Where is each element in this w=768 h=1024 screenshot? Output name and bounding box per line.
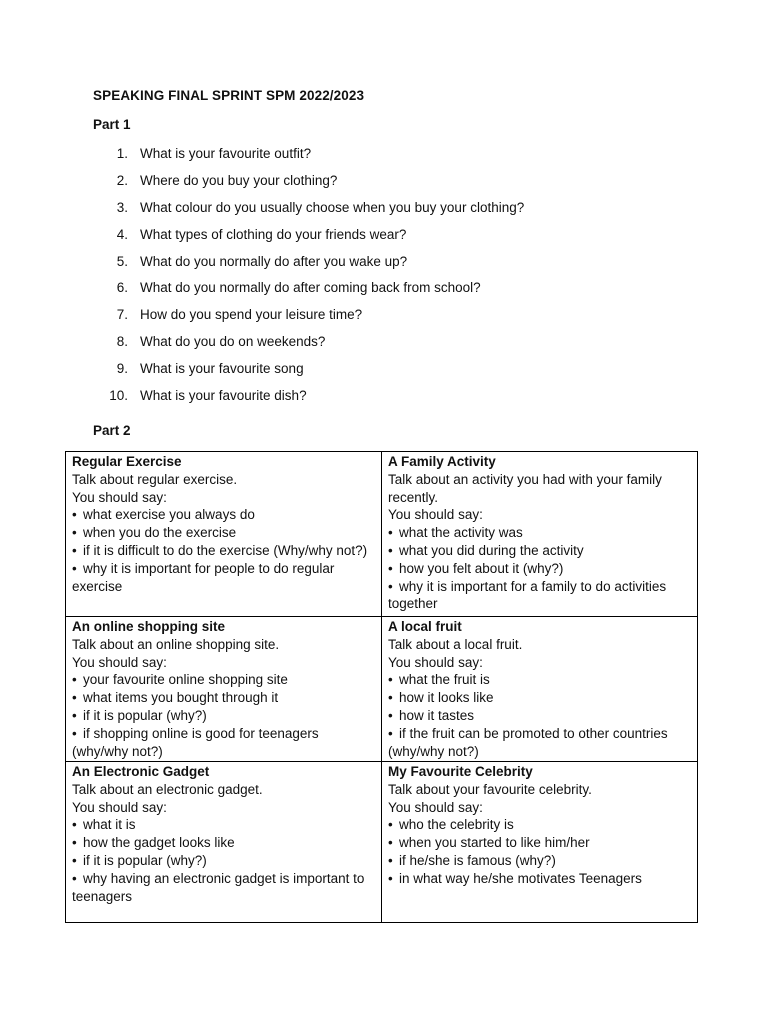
bullet-text: your favourite online shopping site xyxy=(83,672,288,688)
bullet-icon: • xyxy=(388,578,393,594)
topic-card-intro: Talk about an electronic gadget. xyxy=(72,781,263,797)
bullet-icon: • xyxy=(72,690,77,706)
bullet-icon: • xyxy=(72,507,77,523)
table-row xyxy=(66,762,698,923)
topic-card-bullet xyxy=(388,870,691,888)
topic-card-intro: Talk about regular exercise. xyxy=(72,471,238,487)
topic-card-regular-exercise xyxy=(66,452,382,617)
topic-card-bullet xyxy=(72,834,375,852)
bullet-text: if it is difficult to do the exercise (Why/why not?) xyxy=(83,542,368,558)
topic-card-electronic-gadget xyxy=(66,762,382,923)
topic-card-bullet xyxy=(72,524,375,542)
topic-card-bullet xyxy=(72,506,375,524)
bullet-text: if shopping online is good for teenagers (why/why not?) xyxy=(72,725,319,759)
question-number: 10. xyxy=(109,388,128,404)
bullet-text: if the fruit can be promoted to other countries (why/why not?) xyxy=(388,725,668,759)
topic-card-bullet xyxy=(72,671,375,689)
bullet-text: when you do the exercise xyxy=(83,525,237,541)
bullet-icon: • xyxy=(388,560,393,576)
topic-card-bullet xyxy=(72,870,375,906)
topic-card-favourite-celebrity xyxy=(382,762,698,923)
bullet-icon: • xyxy=(72,707,77,723)
topic-card-bullet xyxy=(388,816,691,834)
bullet-text: in what way he/she motivates Teenagers xyxy=(399,870,642,886)
bullet-icon: • xyxy=(72,560,77,576)
bullet-text: how it looks like xyxy=(399,690,494,706)
bullet-text: what the fruit is xyxy=(399,672,490,688)
bullet-icon: • xyxy=(72,835,77,851)
bullet-icon: • xyxy=(72,525,77,541)
bullet-text: why it is important for people to do regular exercise xyxy=(72,560,335,594)
bullet-text: when you started to like him/her xyxy=(399,835,590,851)
question-text: How do you spend your leisure time? xyxy=(140,307,363,323)
question-number: 1. xyxy=(116,146,128,161)
bullet-icon: • xyxy=(388,672,393,688)
topic-card-bullet xyxy=(72,852,375,870)
question-text: Where do you buy your clothing? xyxy=(140,172,338,188)
question-number: 9. xyxy=(116,361,128,377)
bullet-text: if it is popular (why?) xyxy=(83,707,207,723)
topic-card-bullet xyxy=(72,707,375,725)
topic-card-title: My Favourite Celebrity xyxy=(388,764,533,779)
bullet-text: what items you bought through it xyxy=(83,690,279,706)
bullet-text: how you felt about it (why?) xyxy=(399,560,564,576)
bullet-text: what it is xyxy=(83,817,136,833)
bullet-text: what you did during the activity xyxy=(399,542,584,558)
question-number: 7. xyxy=(116,307,128,323)
topic-card-prompt: You should say: xyxy=(72,654,167,670)
topic-card-bullet xyxy=(388,542,691,560)
bullet-icon: • xyxy=(388,835,393,851)
bullet-text: why having an electronic gadget is important to teenagers xyxy=(72,870,365,904)
bullet-icon: • xyxy=(72,870,77,886)
question-text: What do you normally do after coming back from school? xyxy=(140,280,481,296)
topic-card-bullet xyxy=(388,560,691,578)
topic-card-local-fruit xyxy=(382,617,698,762)
bullet-icon: • xyxy=(388,870,393,886)
topic-card-prompt: You should say: xyxy=(72,489,167,505)
topic-card-title: Regular Exercise xyxy=(72,454,182,469)
topic-card-title: An online shopping site xyxy=(72,619,225,634)
question-text: What is your favourite song xyxy=(140,361,304,377)
topic-card-family-activity xyxy=(382,452,698,617)
question-text: What do you do on weekends? xyxy=(140,334,326,350)
question-text: What is your favourite outfit? xyxy=(140,146,312,161)
question-number: 4. xyxy=(116,226,128,242)
bullet-text: why it is important for a family to do activities together xyxy=(388,578,667,612)
bullet-icon: • xyxy=(72,542,77,558)
topic-card-bullet xyxy=(388,725,691,761)
document-title: SPEAKING FINAL SPRINT SPM 2022/2023 xyxy=(93,88,365,103)
bullet-text: if he/she is famous (why?) xyxy=(399,852,556,868)
topic-card-bullet xyxy=(72,560,375,596)
bullet-text: how it tastes xyxy=(399,707,475,723)
topic-card-bullet xyxy=(388,689,691,707)
topic-card-prompt: You should say: xyxy=(388,799,483,815)
topic-card-bullet xyxy=(72,542,375,560)
bullet-icon: • xyxy=(388,707,393,723)
topic-card-intro: Talk about your favourite celebrity. xyxy=(388,781,592,797)
bullet-icon: • xyxy=(72,817,77,833)
part2-heading: Part 2 xyxy=(93,423,131,438)
bullet-icon: • xyxy=(388,525,393,541)
bullet-icon: • xyxy=(72,672,77,688)
part2-topic-table xyxy=(65,451,698,923)
question-text: What colour do you usually choose when you buy your clothing? xyxy=(140,199,525,215)
question-number: 3. xyxy=(116,199,128,215)
bullet-icon: • xyxy=(388,725,393,741)
topic-card-intro: Talk about an activity you had with your family recently. xyxy=(388,471,662,505)
bullet-icon: • xyxy=(388,690,393,706)
bullet-text: how the gadget looks like xyxy=(83,835,235,851)
bullet-icon: • xyxy=(72,725,77,741)
topic-card-bullet xyxy=(388,852,691,870)
topic-card-title: A local fruit xyxy=(388,619,462,634)
topic-card-bullet xyxy=(388,671,691,689)
bullet-icon: • xyxy=(72,852,77,868)
question-number: 5. xyxy=(116,253,128,269)
question-text: What do you normally do after you wake up? xyxy=(140,253,408,269)
topic-card-bullet xyxy=(72,689,375,707)
topic-card-prompt: You should say: xyxy=(388,507,483,523)
topic-card-bullet xyxy=(388,707,691,725)
bullet-text: who the celebrity is xyxy=(399,817,514,833)
question-text: What types of clothing do your friends wear? xyxy=(140,226,407,242)
topic-card-bullet xyxy=(388,524,691,542)
bullet-text: what exercise you always do xyxy=(83,507,255,523)
part1-heading: Part 1 xyxy=(93,117,131,132)
bullet-icon: • xyxy=(388,542,393,558)
bullet-text: if it is popular (why?) xyxy=(83,852,207,868)
bullet-icon: • xyxy=(388,852,393,868)
topic-card-title: A Family Activity xyxy=(388,454,496,469)
topic-card-bullet xyxy=(388,578,691,614)
topic-card-intro: Talk about a local fruit. xyxy=(388,636,523,652)
question-number: 6. xyxy=(116,280,128,296)
bullet-icon: • xyxy=(388,817,393,833)
question-number: 2. xyxy=(116,172,128,188)
topic-card-title: An Electronic Gadget xyxy=(72,764,210,779)
bullet-text: what the activity was xyxy=(399,525,523,541)
topic-card-bullet xyxy=(388,834,691,852)
topic-card-prompt: You should say: xyxy=(388,654,483,670)
question-number: 8. xyxy=(116,334,128,350)
topic-card-online-shopping-site xyxy=(66,617,382,762)
question-text: What is your favourite dish? xyxy=(140,388,307,404)
topic-card-bullet xyxy=(72,725,375,761)
table-row xyxy=(66,617,698,762)
table-row xyxy=(66,452,698,617)
topic-card-intro: Talk about an online shopping site. xyxy=(72,636,280,652)
topic-card-prompt: You should say: xyxy=(72,799,167,815)
topic-card-bullet xyxy=(72,816,375,834)
